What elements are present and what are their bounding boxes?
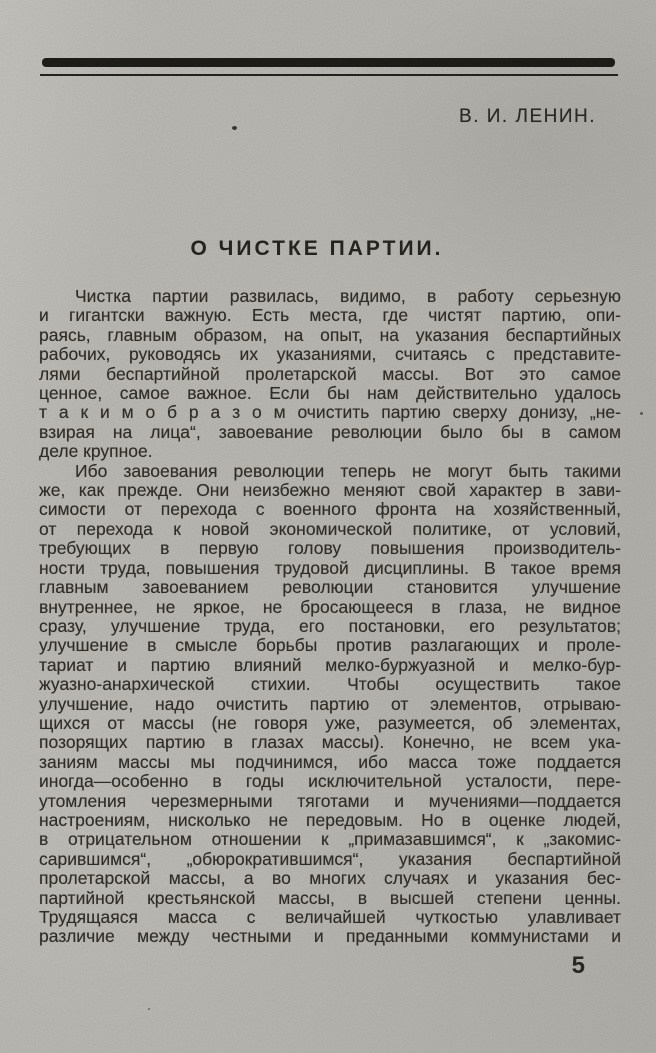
text-line: различие между честными и преданными коммунистами и <box>39 926 621 947</box>
text-line: сарившимся“, „обюрократившимся“, указания беспартийной <box>39 848 621 869</box>
text-line: партийной крестьянской массы, в высшей степени ценны. <box>39 887 621 908</box>
text-line: деле крупное. <box>39 441 153 462</box>
text-line: симости от перехода с военного фронта на хозяйственный, <box>39 499 621 520</box>
text-line: Ибо завоевания революции теперь не могут быть такими <box>75 460 621 481</box>
text-line: главным завоеванием революции становится улучшение <box>39 577 621 598</box>
text-line: позорящих партию в глазах массы). Конечно, не всем ука- <box>39 732 621 753</box>
body-text <box>39 287 621 947</box>
text-line: тариат и партию влияний мелко-буржуазной и мелко-бур- <box>39 654 621 675</box>
page-number: 5 <box>571 952 585 979</box>
paragraph <box>39 462 621 947</box>
text-line: т а к и м о б р а з о м очистить партию сверху донизу, „не- <box>39 402 621 423</box>
text-line: настроениям, нисколько не передовым. Но в оценке людей, <box>39 809 621 830</box>
paragraph <box>39 287 621 462</box>
text-line: щихся от массы (не говоря уже, разумеется, об элементах, <box>39 712 621 733</box>
ink-speck <box>640 412 643 415</box>
text-line: Трудящаяся масса с величайшей чуткостью улавливает <box>39 907 621 927</box>
text-line: улучшение, надо очистить партию от элементов, отрываю- <box>39 693 621 714</box>
text-line: внутреннее, не яркое, не бросающееся в глаза, не видное <box>39 596 621 617</box>
article-title: О ЧИСТКЕ ПАРТИИ. <box>190 237 444 260</box>
text-line: сразу, улучшение труда, его постановки, его результатов; <box>39 615 621 636</box>
text-line: ности труда, повышения трудовой дисциплины. В такое время <box>39 557 621 578</box>
text-line: улучшение в смысле борьбы против разлагающих и проле- <box>39 635 621 656</box>
text-line: ценное, самое важное. Если бы нам действительно удалось <box>39 383 621 404</box>
text-line: же, как прежде. Они неизбежно меняют свой характер в зави- <box>39 480 621 501</box>
text-line: заниям массы мы подчинимся, ибо масса тоже поддается <box>39 751 621 772</box>
text-line: лями беспартийной пролетарской массы. Вот это самое <box>39 363 621 384</box>
ink-speck <box>232 126 237 130</box>
text-line: взирая на лица“, завоевание революции было бы в самом <box>39 421 621 442</box>
text-line: жуазно-анархической стихии. Чтобы осуществить такое <box>39 674 621 695</box>
author-byline: В. И. ЛЕНИН. <box>459 106 596 127</box>
text-line: рабочих, руководясь их указаниями, считаясь с представите- <box>39 344 621 365</box>
text-line: требующих в первую голову повышения производитель- <box>39 538 621 559</box>
text-line: Чистка партии развилась, видимо, в работу серьезную <box>75 286 621 306</box>
text-line: в отрицательном отношении к „примазавшимся“, к „закомис- <box>39 829 621 850</box>
text-line: пролетарской массы, а во многих случаях и указания бес- <box>39 868 621 889</box>
top-thin-rule <box>40 74 618 76</box>
text-line: и гигантски важную. Есть места, где чистят партию, опи- <box>39 305 621 326</box>
text-line: раясь, главным образом, на опыт, на указания беспартийных <box>39 324 621 345</box>
ink-speck <box>148 1008 150 1010</box>
text-line: утомления черезмерными тяготами и мучениями—поддается <box>39 790 621 811</box>
top-thick-rule <box>42 58 615 67</box>
text-line: от перехода к новой экономической политике, от условий, <box>39 518 621 539</box>
text-line: иногда—особенно в годы исключительной усталости, пере- <box>39 771 621 792</box>
